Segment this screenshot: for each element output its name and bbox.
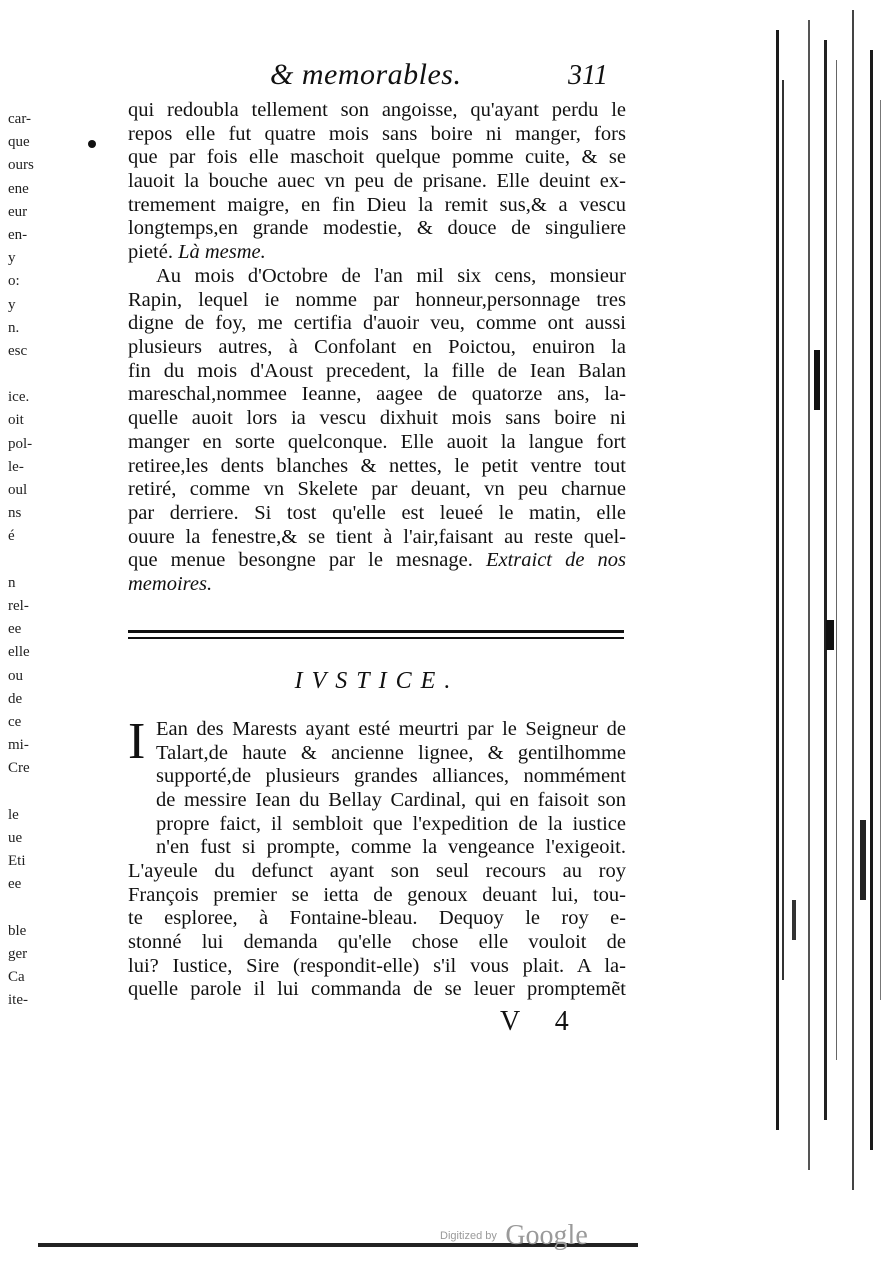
margin-fragment: ou xyxy=(8,667,23,684)
margin-fragment: ble xyxy=(8,922,27,939)
text-line: Ean des Marests ayant esté meurtri par le Seigneur de xyxy=(156,718,626,740)
text-line: que par fois elle maschoit quelque pomme cuite, & se xyxy=(128,146,626,169)
running-title: & memorables. xyxy=(270,58,462,91)
text-line: Rapin, lequel ie nomme par honneur,personnage tres xyxy=(128,288,626,311)
google-logo: Google xyxy=(505,1220,588,1251)
paragraph-1 xyxy=(128,99,626,265)
section-heading: IVSTICE. xyxy=(294,668,460,694)
text-line: quelle parole il lui commanda de se leuer promptemẽt xyxy=(128,978,626,1001)
margin-fragment: ee xyxy=(8,621,22,638)
text-line: te esploree, à Fontaine-bleau. Dequoy le roy e- xyxy=(128,907,626,930)
margin-fragment: ger xyxy=(8,945,28,962)
text-fragment: que menue besongne par le mesnage. xyxy=(128,549,486,572)
source-note-continued: memoires. xyxy=(128,572,213,595)
text-line: lauoit la bouche auec vn peu de prisane. Elle deuint ex- xyxy=(128,170,626,193)
margin-fragment: eur xyxy=(8,203,28,220)
margin-fragment: y xyxy=(8,250,16,267)
text-line: L'ayeule du defunct ayant son seul recours au roy xyxy=(128,860,626,882)
margin-fragment: n. xyxy=(8,319,20,336)
margin-fragment: ice. xyxy=(8,389,30,406)
margin-fragment: o: xyxy=(8,273,20,290)
margin-fragment: ee xyxy=(8,876,22,893)
margin-fragment: ene xyxy=(8,180,29,197)
margin-fragment: é xyxy=(8,528,15,545)
text-line: propre faict, il sembloit que l'expedition de la iustice xyxy=(156,812,626,835)
running-head xyxy=(128,58,628,98)
margin-fragment: rel- xyxy=(8,597,29,614)
margin-fragment: Eti xyxy=(8,853,26,869)
text-line: stonné lui demanda qu'elle chose elle vouloit de xyxy=(128,931,626,954)
page-edge-scan-artifacts xyxy=(752,0,893,1280)
text-line: de messire Iean du Bellay Cardinal, qui en faisoit son xyxy=(156,789,626,812)
text-line: repos elle fut quatre mois sans boire ni manger, fors xyxy=(128,122,626,145)
margin-fragment: ce xyxy=(8,713,22,730)
margin-fragment: de xyxy=(8,690,23,707)
margin-fragment: en- xyxy=(8,226,28,243)
page-number: 311 xyxy=(568,60,608,91)
margin-fragment: oul xyxy=(8,482,28,498)
digitized-watermark xyxy=(440,1220,588,1254)
text-line xyxy=(128,241,626,265)
text-line: fin du mois d'Aoust precedent, la fille de Iean Balan xyxy=(128,359,626,382)
margin-fragment xyxy=(8,780,38,803)
margin-fragment: ue xyxy=(8,829,23,846)
text-line: tremement maigre, en fin Dieu la remit sus,& a vescu xyxy=(128,193,626,216)
margin-fragment xyxy=(8,896,38,919)
margin-fragment: Ca xyxy=(8,968,25,985)
margin-fragment: oit xyxy=(8,412,24,429)
facing-page-margin-fragments xyxy=(8,108,38,1012)
margin-fragment: esc xyxy=(8,342,28,359)
source-note: Extraict de nos xyxy=(485,549,626,572)
margin-fragment: elle xyxy=(8,644,30,661)
margin-fragment: ours xyxy=(8,157,34,174)
text-line: par derriere. Si tost qu'elle est leueé le matin, elle xyxy=(128,501,626,524)
margin-fragment: pol- xyxy=(8,435,33,452)
text-line: digne de foy, me certifia d'auoir veu, comme ont aussi xyxy=(128,312,626,335)
text-line: François premier se ietta de genoux deuant lui, tou- xyxy=(128,883,626,906)
watermark-label: Digitized by xyxy=(440,1230,497,1242)
margin-fragment: mi- xyxy=(8,737,29,754)
text-line: supporté,de plusieurs grandes alliances, nommément xyxy=(156,765,626,788)
text-line: quelle auoit lors ia vescu dixhuit mois sans boire ni xyxy=(128,407,626,430)
text-fragment: pieté. xyxy=(128,241,179,264)
paragraph-3-continued xyxy=(128,860,626,1002)
text-line: Au mois d'Octobre de l'an mil six cens, monsieur xyxy=(156,265,626,287)
margin-fragment: que xyxy=(8,134,30,151)
margin-fragment: Cre xyxy=(8,760,30,777)
text-line: ouure la fenestre,& se tient à l'air,faisant au reste quel- xyxy=(128,525,626,548)
paragraph-3-opening xyxy=(156,718,626,860)
margin-fragment: y xyxy=(8,296,16,313)
text-line: retiree,les dents blanches & nettes, le petit ventre tout xyxy=(128,454,626,477)
margin-fragment: le xyxy=(8,806,19,823)
section-rule-thin xyxy=(128,637,624,639)
margin-fragment: car- xyxy=(8,111,32,127)
text-line: qui redoubla tellement son angoisse, qu'ayant perdu le xyxy=(128,99,626,121)
margin-fragment: le- xyxy=(8,458,24,475)
margin-fragment: ite- xyxy=(8,992,28,1009)
margin-fragment: ns xyxy=(8,505,22,522)
text-line: retiré, comme vn Skelete par deuant, vn peu charnue xyxy=(128,478,626,501)
margin-fragment: n xyxy=(8,574,16,591)
signature-mark: V 4 xyxy=(500,1006,583,1037)
margin-fragment xyxy=(8,549,38,572)
text-line: plusieurs autres, à Confolant en Poictou, enuiron la xyxy=(128,336,626,359)
paragraph-2 xyxy=(128,265,626,597)
text-line: Talart,de haute & ancienne lignee, & gentilhomme xyxy=(156,741,626,764)
margin-dot xyxy=(88,140,96,148)
text-line: mareschal,nommee Ieanne, aagee de quatorze ans, la- xyxy=(128,383,626,406)
text-line xyxy=(128,549,626,573)
text-line: lui? Iustice, Sire (respondit-elle) s'il vous plait. A la- xyxy=(128,954,626,977)
text-line: manger en sorte quelconque. Elle auoit la langue fort xyxy=(128,430,626,453)
section-rule-thick xyxy=(128,630,624,633)
text-line: n'en fust si prompte, comme la vengeance l'exigeoit. xyxy=(156,836,626,859)
drop-cap: I xyxy=(128,713,146,770)
margin-fragment xyxy=(8,363,38,386)
source-note: Là mesme. xyxy=(178,241,266,264)
text-line: longtemps,en grande modestie, & douce de singuliere xyxy=(128,217,626,240)
